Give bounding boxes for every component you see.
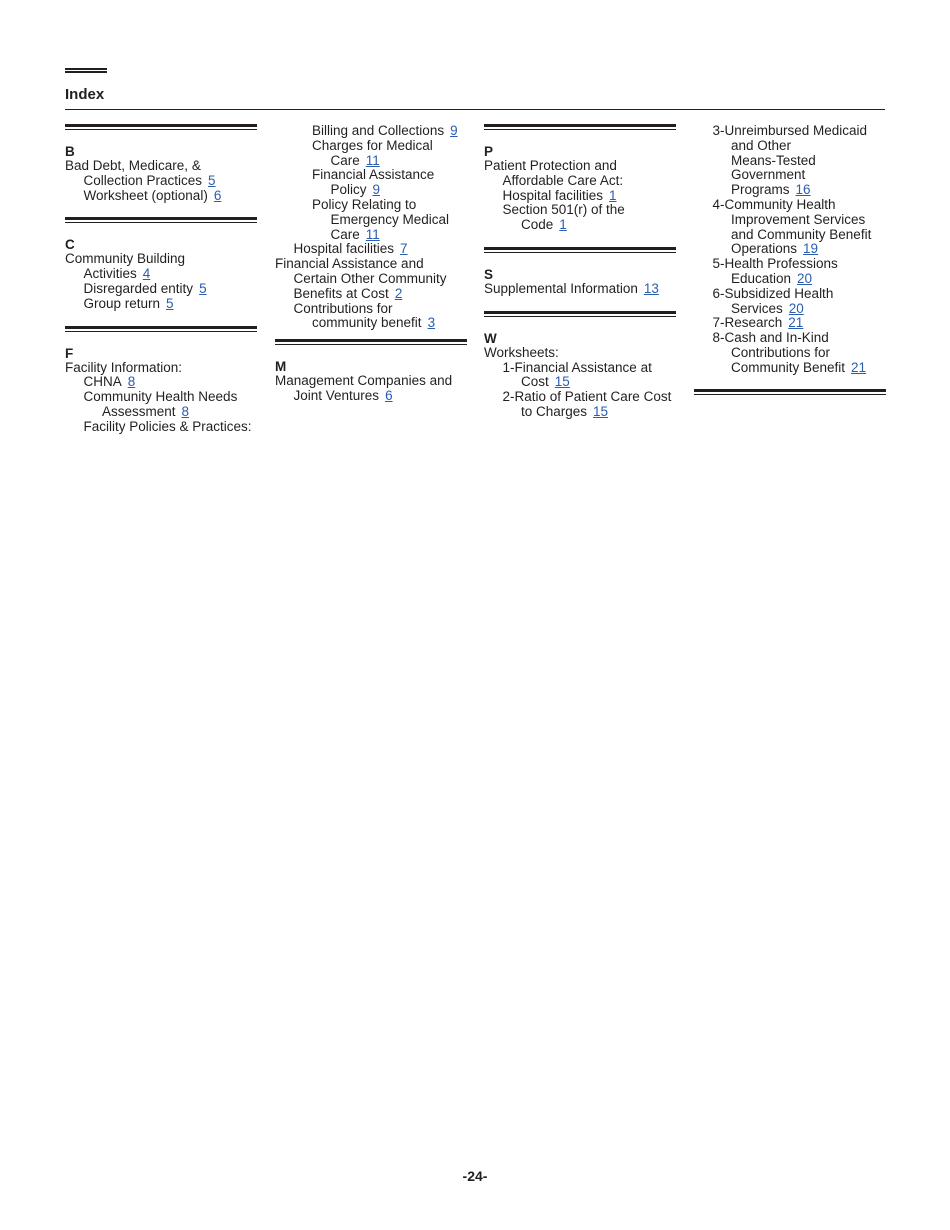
index-entry: 6-Subsidized Health <box>712 285 834 301</box>
page-link[interactable]: 1 <box>559 217 567 233</box>
section-letter-f: F <box>65 345 74 361</box>
page-link[interactable]: 4 <box>142 266 151 282</box>
top-bar-decoration <box>65 68 107 73</box>
page-link[interactable]: 11 <box>365 152 380 168</box>
index-entry: and Other <box>731 137 792 153</box>
index-entry: CHNA 8 <box>83 374 136 390</box>
index-entry: Policy Relating to <box>312 196 417 212</box>
index-entry: Financial Assistance and <box>275 256 424 272</box>
index-entry: Joint Ventures 6 <box>293 387 393 403</box>
index-entry: 2-Ratio of Patient Care Cost <box>502 389 672 405</box>
index-column-3 <box>484 124 676 420</box>
section-letter-w: W <box>484 330 497 346</box>
index-entry: Bad Debt, Medicare, & <box>65 158 201 173</box>
index-entry: Means-Tested <box>731 152 816 168</box>
page-link[interactable]: 15 <box>554 374 570 390</box>
section-letter-s: S <box>484 266 494 282</box>
index-entry: Group return 5 <box>83 295 174 311</box>
index-entry: 7-Research 21 <box>712 315 804 331</box>
index-column-2 <box>275 124 467 404</box>
index-entry: Charges for Medical <box>312 137 433 153</box>
page-link[interactable]: 21 <box>788 315 804 331</box>
index-entry: Worksheets: <box>484 344 559 360</box>
index-entry: Government <box>731 167 806 183</box>
page-link[interactable]: 19 <box>803 241 819 257</box>
index-entry: Education 20 <box>731 270 813 286</box>
index-entry: Facility Information: <box>65 359 183 375</box>
index-entry: community benefit 3 <box>312 315 436 331</box>
page-link[interactable]: 9 <box>450 123 458 138</box>
index-entry: Care 11 <box>330 226 380 242</box>
index-entry: Community Benefit 21 <box>731 359 867 375</box>
section-letter-p: P <box>484 144 494 159</box>
index-entry: Improvement Services <box>731 211 866 227</box>
index-column-1 <box>65 124 257 435</box>
index-entry: Community Health Needs <box>83 389 238 405</box>
index-entry: Emergency Medical <box>330 211 450 227</box>
index-entry: Contributions for <box>293 300 393 316</box>
index-entry: Hospital facilities 7 <box>293 241 408 257</box>
index-entry: Code 1 <box>521 217 567 233</box>
index-entry: Management Companies and <box>275 373 453 389</box>
index-entry: Programs 16 <box>731 182 811 198</box>
index-entry: Patient Protection and <box>484 158 617 173</box>
title-rule <box>65 109 885 110</box>
page-link[interactable]: 13 <box>643 280 659 296</box>
index-entry: Disregarded entity 5 <box>83 280 207 296</box>
page-link[interactable]: 20 <box>788 300 804 316</box>
page-link[interactable]: 3 <box>427 315 436 331</box>
index-entry: Community Building <box>65 251 186 267</box>
index-entry: 5-Health Professions <box>712 256 838 272</box>
index-entry: Supplemental Information 13 <box>484 280 659 296</box>
index-entry: Activities 4 <box>83 266 151 282</box>
index-entry: Facility Policies & Practices: <box>83 418 252 434</box>
page-link[interactable]: 5 <box>166 295 174 311</box>
page-link[interactable]: 6 <box>213 187 222 203</box>
index-entry: Hospital facilities 1 <box>502 187 617 203</box>
page-link[interactable]: 5 <box>199 280 207 296</box>
index-entry: 4-Community Health <box>712 196 836 212</box>
index-entry: Section 501(r) of the <box>502 202 625 218</box>
page-link[interactable]: 11 <box>365 226 380 242</box>
index-entry: Billing and Collections 9 <box>312 123 458 138</box>
index-entry: Contributions for <box>731 344 831 360</box>
index-entry: Services 20 <box>731 300 804 316</box>
section-letter-m: M <box>275 359 287 375</box>
index-entry: Financial Assistance <box>312 167 435 183</box>
page-link[interactable]: 9 <box>372 182 381 198</box>
page-link[interactable]: 16 <box>795 182 811 198</box>
index-entry: 3-Unreimbursed Medicaid <box>712 123 868 138</box>
page-link[interactable]: 1 <box>609 187 617 203</box>
index-entry: and Community Benefit <box>731 226 872 242</box>
page-link[interactable]: 7 <box>400 241 408 257</box>
page-link[interactable]: 8 <box>127 374 136 390</box>
index-entry: Assessment 8 <box>102 403 190 419</box>
index-entry: Collection Practices 5 <box>83 172 216 188</box>
page-number: -24- <box>462 1168 488 1184</box>
page-link[interactable]: 2 <box>394 285 403 301</box>
section-rule <box>694 389 886 395</box>
index-entry: Operations 19 <box>731 241 819 257</box>
index-entry: Care 11 <box>330 152 380 168</box>
page-link[interactable]: 20 <box>797 270 813 286</box>
section-letter-c: C <box>65 237 75 253</box>
index-entry: Affordable Care Act: <box>502 172 624 188</box>
index-entry: Worksheet (optional) 6 <box>83 187 222 203</box>
page-link[interactable]: 8 <box>181 403 190 419</box>
index-entry: Benefits at Cost 2 <box>293 285 403 301</box>
index-entry: to Charges 15 <box>521 403 609 419</box>
index-column-4 <box>694 124 886 395</box>
page-link[interactable]: 21 <box>851 359 867 375</box>
index-entry: 1-Financial Assistance at <box>502 359 652 375</box>
index-entry: 8-Cash and In-Kind <box>712 330 829 346</box>
page-title: Index <box>65 86 105 103</box>
index-entry: Certain Other Community <box>293 270 447 286</box>
page-link[interactable]: 6 <box>385 387 393 403</box>
section-letter-b: B <box>65 144 75 159</box>
page-link[interactable]: 5 <box>208 172 216 188</box>
index-entry: Cost 15 <box>521 374 570 390</box>
page-link[interactable]: 15 <box>593 403 609 419</box>
index-entry: Policy 9 <box>330 182 381 198</box>
